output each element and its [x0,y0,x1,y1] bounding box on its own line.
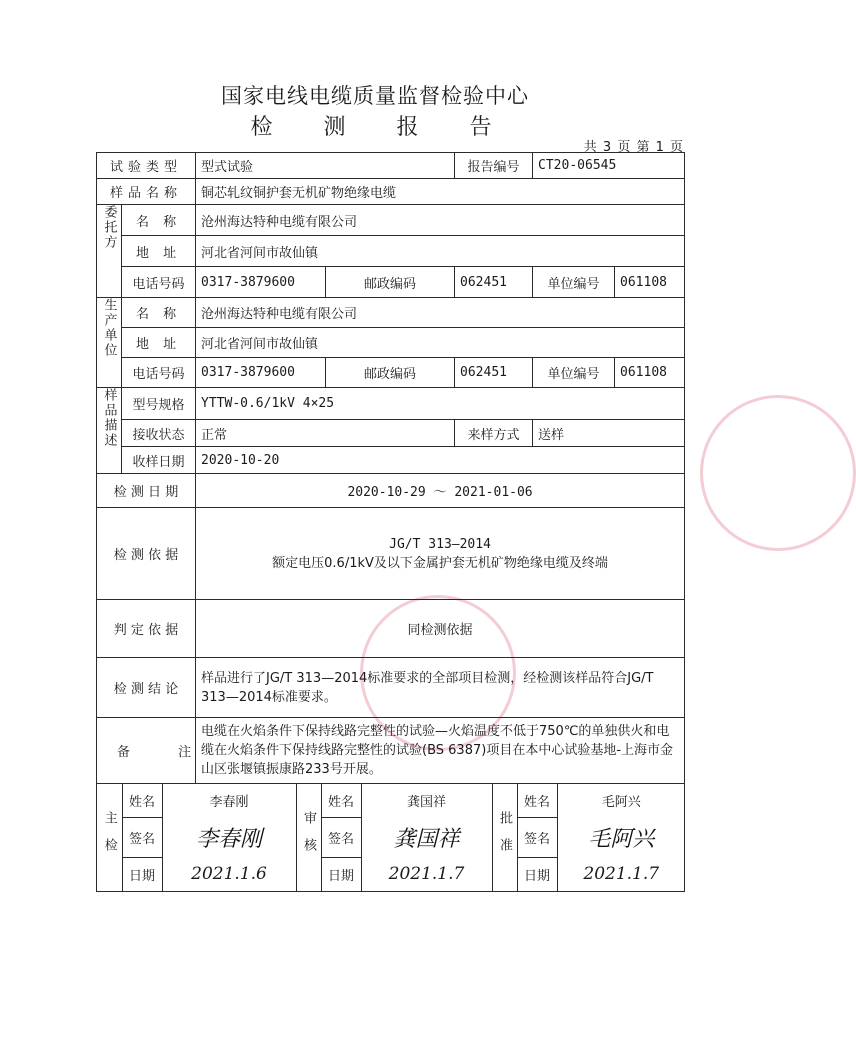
reviewer-role-label: 审核 [296,784,321,891]
page-info: 共 3 页 第 1 页 [583,140,684,155]
test-date-label: 检 测 日 期 [97,474,196,508]
receive-date-value: 2020-10-20 [196,447,685,474]
approver-name-value: 毛阿兴 [601,795,641,811]
producer-unit-no-value: 061108 [615,358,685,388]
model-spec-value: YTTW-0.6/1kV 4×25 [196,388,685,420]
client-label: 委托方 [97,205,122,298]
client-address-value: 河北省河间市故仙镇 [196,236,685,267]
report-no-value: CT20-06545 [533,153,685,179]
test-type-label: 试验类型 [97,153,196,179]
model-spec-label: 型号规格 [122,388,196,420]
remarks-label: 备 注 [97,718,196,784]
producer-phone-label: 电话号码 [122,358,196,388]
client-name-value: 沧州海达特种电缆有限公司 [196,205,685,236]
client-postcode-value: 062451 [455,267,533,298]
producer-address-label: 地 址 [122,328,196,358]
sample-name-label: 样品名称 [97,179,196,205]
approver-name-label: 姓名 [517,784,557,817]
approver-sign-label: 签名 [517,817,557,857]
inspector-date-value: 2021.1.6 [191,864,267,885]
receive-date-label: 收样日期 [122,447,196,474]
producer-unit-no-label: 单位编号 [533,358,615,388]
report-table [96,152,685,892]
producer-phone-value: 0317-3879600 [196,358,326,388]
report-no-label: 报告编号 [455,153,533,179]
sampling-method-value: 送样 [533,420,685,447]
producer-postcode-value: 062451 [455,358,533,388]
client-name-label: 名 称 [122,205,196,236]
conclusion-label: 检 测 结 论 [97,658,196,718]
inspector-date-label: 日期 [122,858,162,891]
client-address-label: 地 址 [122,236,196,267]
test-basis-description: 额定电压0.6/1kV及以下金属护套无机矿物绝缘电缆及终端 [272,555,608,571]
sample-desc-label: 样品描述 [97,388,122,474]
test-type-value: 型式试验 [196,153,455,179]
sample-name-value: 铜芯轧纹铜护套无机矿物绝缘电缆 [196,179,685,205]
report-title: 检 测 报 告 [250,115,514,140]
inspector-name-label: 姓名 [122,784,162,817]
inspector-signature: 李春刚 [195,826,262,852]
inspector-role-label: 主检 [97,784,122,891]
signature-section [97,784,685,892]
reviewer-name-label: 姓名 [321,784,361,817]
remarks-value: 电缆在火焰条件下保持线路完整性的试验—火焰温度不低于750℃的单独供火和电缆在火焰条件下保持线路完整性的试验(BS 6387)项目在本中心试验基地-上海市金山区张堰镇振康路233号开展。 [196,718,685,784]
test-basis-label: 检 测 依 据 [97,508,196,600]
reviewer-sign-label: 签名 [321,817,361,857]
test-date-value: 2020-10-29 ～ 2021-01-06 [196,474,685,508]
producer-name-value: 沧州海达特种电缆有限公司 [196,298,685,328]
test-basis-value [196,508,685,600]
reviewer-signature: 龚国祥 [393,826,460,852]
test-basis-standard: JG/T 313—2014 [389,536,491,552]
producer-postcode-label: 邮政编码 [326,358,455,388]
signature-table [97,784,685,891]
reviewer-date-value: 2021.1.7 [388,864,465,885]
inspector-sign-label: 签名 [122,817,162,857]
inspector-name-value: 李春刚 [209,795,249,811]
client-unit-no-value: 061108 [615,267,685,298]
producer-address-value: 河北省河间市故仙镇 [196,328,685,358]
judgment-basis-value: 同检测依据 [196,600,685,658]
client-phone-label: 电话号码 [122,267,196,298]
producer-label: 生产单位 [97,298,122,388]
producer-name-label: 名 称 [122,298,196,328]
sampling-method-label: 来样方式 [455,420,533,447]
client-postcode-label: 邮政编码 [326,267,455,298]
reviewer-date-label: 日期 [321,858,361,891]
client-phone-value: 0317-3879600 [196,267,326,298]
red-seal-stamp-edge [700,395,856,551]
approver-date-label: 日期 [517,858,557,891]
receive-status-value: 正常 [196,420,455,447]
conclusion-value: 样品进行了JG/T 313—2014标准要求的全部项目检测，经检测该样品符合JG/T 313—2014标准要求。 [196,658,685,718]
judgment-basis-label: 判 定 依 据 [97,600,196,658]
reviewer-name-value: 龚国祥 [406,795,446,811]
client-unit-no-label: 单位编号 [533,267,615,298]
approver-role-label: 批准 [492,784,517,891]
approver-date-value: 2021.1.7 [583,864,660,885]
approver-signature: 毛阿兴 [588,826,655,852]
report-center-title: 国家电线电缆质量监督检验中心 [221,84,529,108]
receive-status-label: 接收状态 [122,420,196,447]
